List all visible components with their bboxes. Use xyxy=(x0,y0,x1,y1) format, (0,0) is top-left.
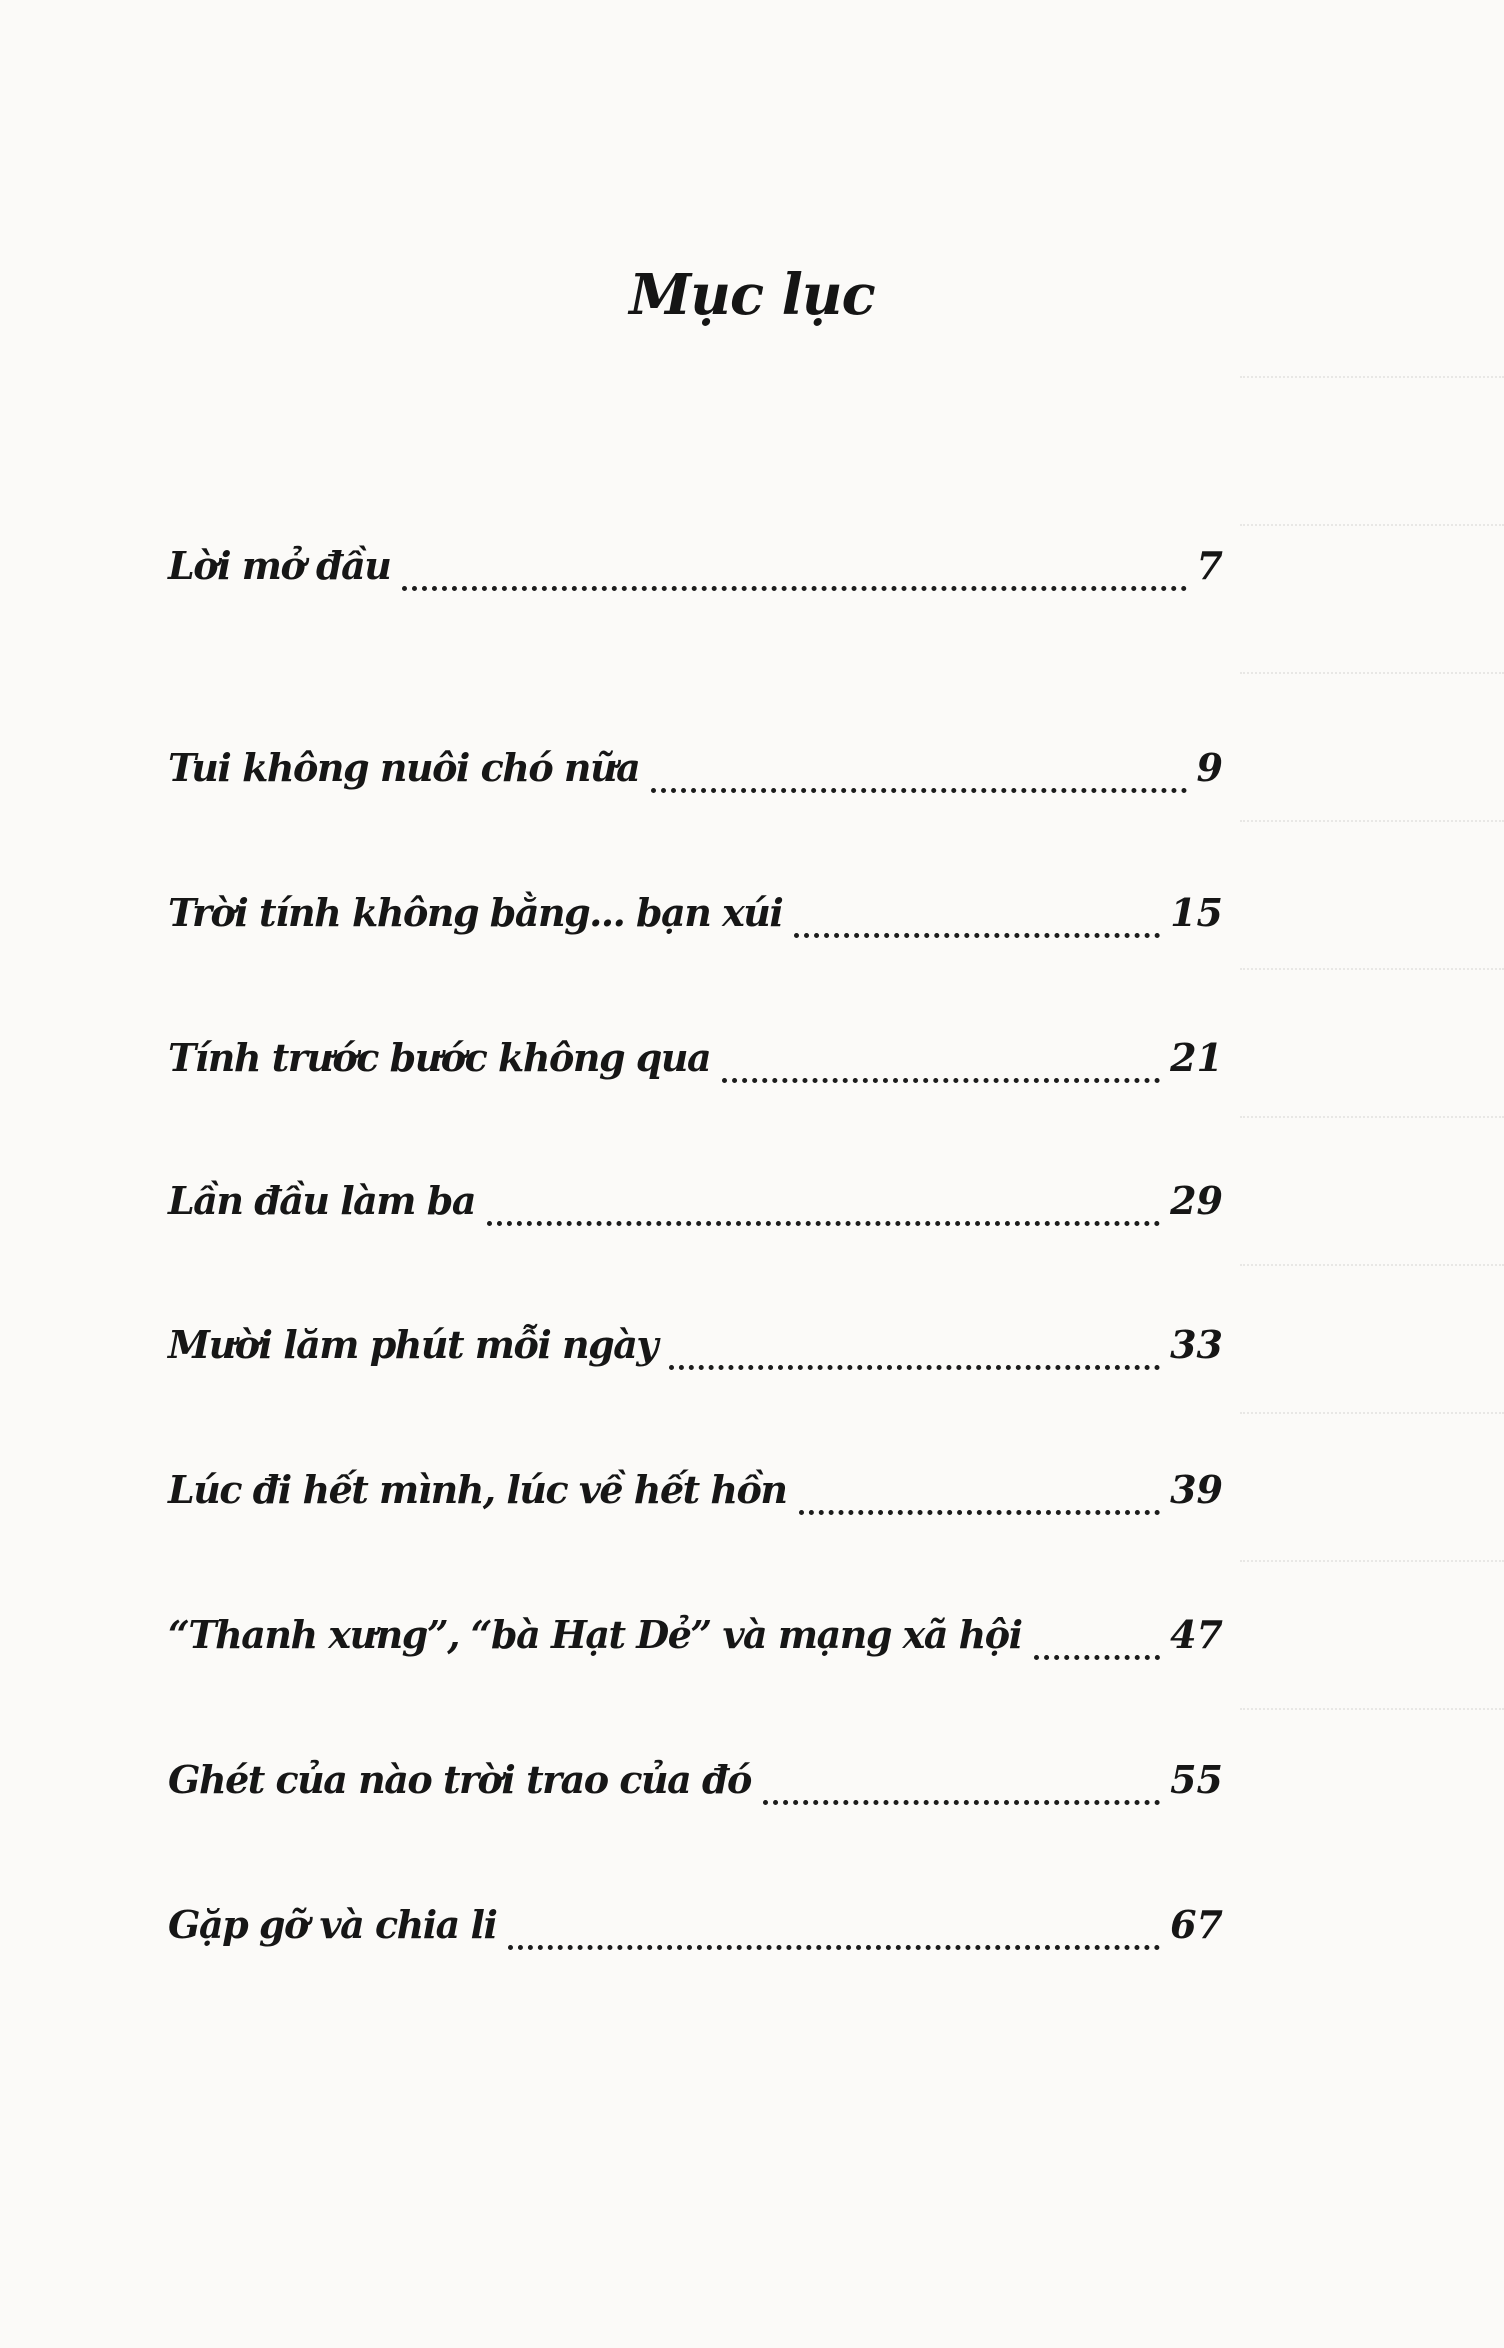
toc-entry-title: Ghét của nào trời trao của đó xyxy=(168,1757,751,1802)
toc-entry-page: 33 xyxy=(1170,1322,1223,1367)
toc-entry-page: 7 xyxy=(1196,543,1223,588)
toc-entry[interactable] xyxy=(168,1035,1223,1095)
toc-entry[interactable] xyxy=(168,1467,1223,1527)
dot-leader xyxy=(669,1365,1160,1370)
toc-entry[interactable] xyxy=(168,1612,1223,1672)
toc-entry-title: Mười lăm phút mỗi ngày xyxy=(168,1322,657,1367)
dot-leader xyxy=(763,1800,1160,1805)
toc-entry-title: Lúc đi hết mình, lúc về hết hồn xyxy=(168,1467,787,1512)
toc-entry[interactable] xyxy=(168,1902,1223,1962)
toc-entry-title: “Thanh xưng”, “bà Hạt Dẻ” và mạng xã hội xyxy=(168,1612,1022,1657)
toc-entry-title: Gặp gỡ và chia li xyxy=(168,1902,497,1947)
dot-leader xyxy=(402,586,1186,591)
dot-leader xyxy=(799,1510,1161,1515)
toc-entry-title: Tui không nuôi chó nữa xyxy=(168,745,640,790)
toc-entry[interactable] xyxy=(168,543,1223,603)
toc-entry-page: 9 xyxy=(1196,745,1223,790)
toc-entry-page: 21 xyxy=(1170,1035,1223,1080)
toc-entry[interactable] xyxy=(168,745,1223,805)
dot-leader xyxy=(651,788,1186,793)
toc-entry[interactable] xyxy=(168,890,1223,950)
dot-leader xyxy=(722,1078,1160,1083)
toc-entry[interactable] xyxy=(168,1178,1223,1238)
toc-entry-page: 55 xyxy=(1170,1757,1223,1802)
dot-leader xyxy=(508,1945,1160,1950)
toc-entry[interactable] xyxy=(168,1322,1223,1382)
toc-entry-title: Trời tính không bằng... bạn xúi xyxy=(168,890,783,935)
dot-leader xyxy=(487,1221,1160,1226)
toc-entry-page: 15 xyxy=(1170,890,1223,935)
toc-entry-page: 29 xyxy=(1170,1178,1223,1223)
toc-entry-page: 47 xyxy=(1170,1612,1223,1657)
page-title: Mục lục xyxy=(629,262,875,328)
toc-entry-title: Tính trước bước không qua xyxy=(168,1035,711,1080)
toc-entry-title: Lời mở đầu xyxy=(168,543,391,588)
toc-entry-page: 39 xyxy=(1170,1467,1223,1512)
show-through-text xyxy=(1240,230,1504,1730)
dot-leader xyxy=(1034,1655,1161,1660)
toc-entry-page: 67 xyxy=(1170,1902,1223,1947)
toc-entry-title: Lần đầu làm ba xyxy=(168,1178,475,1223)
toc-entry[interactable] xyxy=(168,1757,1223,1817)
dot-leader xyxy=(794,933,1160,938)
